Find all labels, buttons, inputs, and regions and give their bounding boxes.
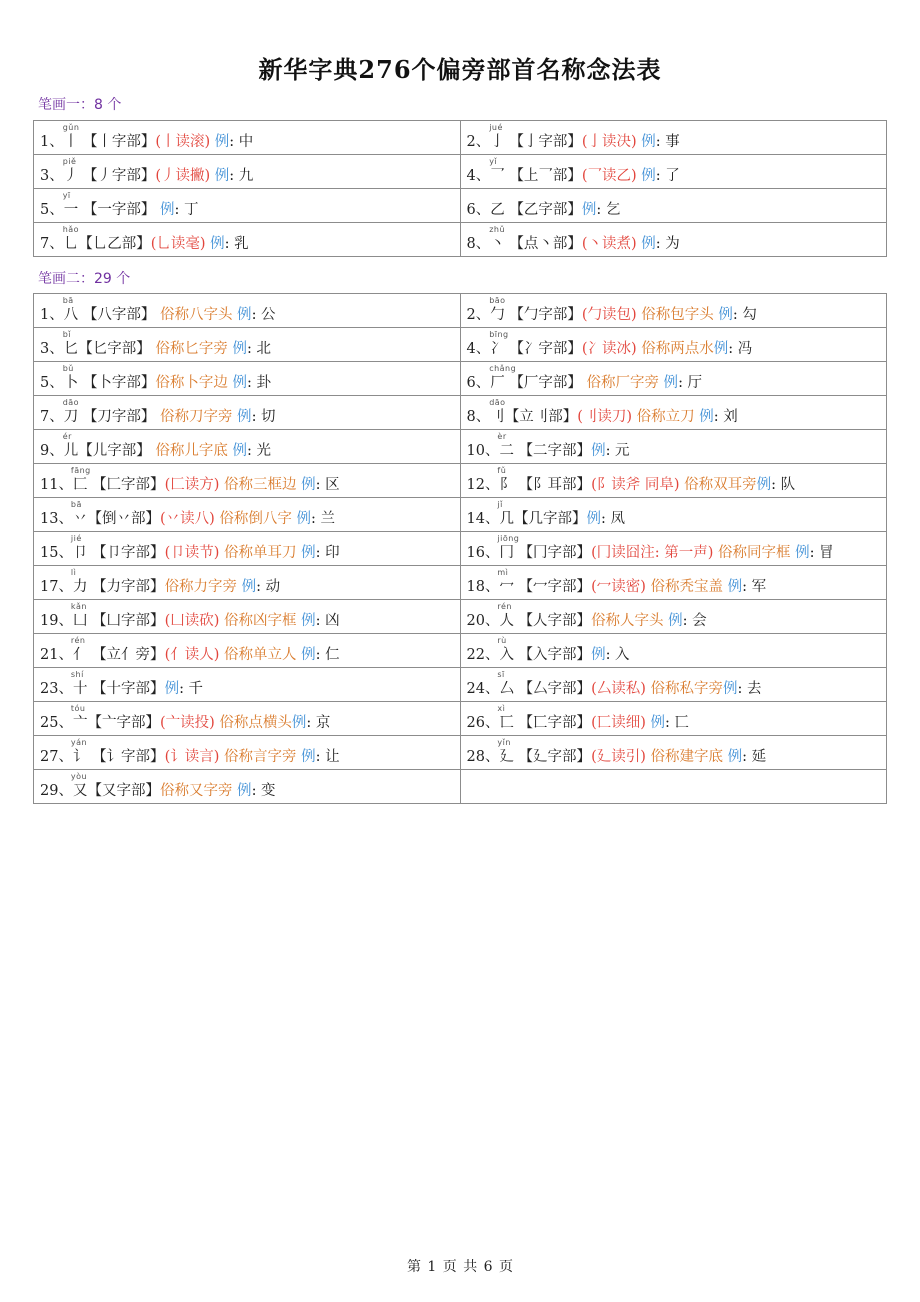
nickname-note: 俗称单立人	[219, 647, 297, 663]
pinyin-annotation: kǎn	[70, 602, 87, 611]
radical-cell	[34, 668, 461, 702]
entry-text: : 公	[251, 307, 276, 323]
nickname-note: 俗称儿字底	[155, 443, 228, 459]
radical-entry	[40, 166, 460, 188]
entry-text: : 变	[251, 783, 276, 799]
entry-text: 18、冖 【冖字部】	[466, 579, 592, 595]
example-label: 例	[723, 681, 738, 697]
entry-text: 11、匚 【匚字部】	[40, 477, 165, 493]
entry-text: : 去	[737, 681, 762, 697]
reading-note: (冫读冰)	[581, 341, 637, 357]
entry-text: : 元	[605, 443, 630, 459]
reading-note: (卩读节)	[164, 545, 220, 561]
radical-entry	[40, 407, 460, 429]
radical-entry	[467, 407, 887, 429]
nickname-note: 俗称建字底	[645, 749, 723, 765]
entry-text: : 队	[771, 477, 796, 493]
entry-text: : 乳	[224, 236, 249, 252]
radical-entry	[40, 200, 460, 222]
table-row	[34, 634, 887, 668]
radical-cell	[460, 634, 887, 668]
entry-text: 12、阝 【阝耳部】	[466, 477, 592, 493]
entry-text: : 丁	[174, 202, 199, 218]
radical-entry	[40, 475, 460, 497]
example-label: 例	[227, 375, 247, 391]
example-label: 例	[645, 715, 665, 731]
example-label: 例	[227, 341, 247, 357]
radical-cell	[34, 294, 461, 328]
entry-text: : 冯	[728, 341, 753, 357]
radical-cell	[34, 532, 461, 566]
nickname-note: 俗称匕字旁	[155, 341, 228, 357]
entry-text: : 让	[315, 749, 340, 765]
entry-text: : 京	[306, 715, 331, 731]
example-label: 例	[232, 783, 252, 799]
example-label: 例	[227, 443, 247, 459]
example-label: 例	[586, 511, 601, 527]
table-row	[34, 668, 887, 702]
reading-note: (亻读人)	[164, 647, 220, 663]
radical-entry	[467, 166, 887, 188]
reading-note: (凵读砍)	[164, 613, 220, 629]
pinyin-annotation: shí	[70, 670, 84, 679]
entry-text: 23、十 【十字部】	[40, 681, 165, 697]
section-heading-stroke-1: 笔画一：8 个	[38, 97, 122, 113]
example-label: 例	[296, 545, 316, 561]
table-row	[34, 464, 887, 498]
table-row	[34, 328, 887, 362]
radical-entry	[467, 611, 887, 633]
entry-text: 3、丿 【丿字部】	[40, 168, 156, 184]
radical-cell	[460, 464, 887, 498]
example-label: 例	[636, 168, 656, 184]
radical-entry	[40, 339, 460, 361]
radical-entry	[467, 645, 887, 667]
radical-cell	[460, 362, 887, 396]
table-row	[34, 736, 887, 770]
radical-entry	[467, 509, 887, 531]
reading-note: (匸读细)	[591, 715, 646, 731]
example-label: 例	[591, 647, 606, 663]
entry-text: : 厅	[678, 375, 703, 391]
pinyin-annotation: piě	[62, 157, 77, 166]
radical-entry	[40, 679, 460, 701]
nickname-note: 俗称包字头	[636, 307, 714, 323]
entry-text: 24、厶 【厶字部】	[466, 681, 592, 697]
radical-entry	[40, 747, 460, 769]
entry-text: : 千	[179, 681, 204, 697]
entry-text: 1、丨 【丨字部】	[40, 134, 156, 150]
entry-text: : 匸	[665, 715, 689, 731]
radical-entry	[467, 373, 887, 395]
nickname-note: 俗称人字头	[591, 613, 664, 629]
example-label: 例	[159, 202, 175, 218]
radical-cell	[460, 223, 887, 257]
radical-entry	[467, 339, 887, 361]
entry-text: 13、丷【倒丷部】	[40, 511, 160, 527]
nickname-note: 俗称力字旁	[164, 579, 238, 595]
radical-entry	[40, 611, 460, 633]
pinyin-annotation: gǔn	[62, 123, 80, 132]
nickname-note: 俗称点横头	[214, 715, 292, 731]
example-label: 例	[713, 307, 733, 323]
example-label: 例	[205, 236, 225, 252]
pinyin-annotation: rén	[70, 636, 86, 645]
table-row	[34, 362, 887, 396]
entry-text: : 军	[742, 579, 767, 595]
radical-cell	[34, 634, 461, 668]
table-row	[34, 223, 887, 257]
example-label: 例	[790, 545, 810, 561]
entry-text: 1、八 【八字部】	[40, 307, 160, 323]
reading-note: (丿读撇)	[155, 168, 211, 184]
reading-note: (乚读毫)	[150, 236, 206, 252]
table-row	[34, 702, 887, 736]
pinyin-annotation: jǐ	[497, 500, 503, 509]
entry-text: 6、乙 【乙字部】	[466, 202, 582, 218]
entry-text: : 光	[246, 443, 271, 459]
pinyin-annotation: jué	[489, 123, 503, 132]
radical-entry	[467, 305, 887, 327]
table-row	[34, 566, 887, 600]
example-label: 例	[723, 749, 743, 765]
radical-cell	[34, 155, 461, 189]
nickname-note: 俗称双耳旁	[679, 477, 757, 493]
radical-cell	[34, 189, 461, 223]
radical-cell	[34, 464, 461, 498]
pinyin-annotation: bīng	[489, 330, 509, 339]
example-label: 例	[663, 613, 683, 629]
nickname-note: 俗称两点水	[636, 341, 714, 357]
entry-text: : 动	[256, 579, 281, 595]
entry-text: : 凤	[600, 511, 625, 527]
pinyin-annotation: lì	[70, 568, 77, 577]
radical-cell	[34, 223, 461, 257]
entry-text: 7、刀 【刀字部】	[40, 409, 160, 425]
example-label: 例	[713, 341, 729, 357]
pinyin-annotation: fǔ	[497, 466, 507, 475]
pinyin-annotation: bā	[62, 296, 74, 305]
entry-text: 19、凵 【凵字部】	[40, 613, 165, 629]
radical-cell	[460, 498, 887, 532]
entry-text: 14、几【几字部】	[466, 511, 587, 527]
table-row	[34, 155, 887, 189]
entry-text: : 会	[682, 613, 707, 629]
pinyin-annotation: rù	[497, 636, 507, 645]
radical-cell	[460, 396, 887, 430]
example-label: 例	[658, 375, 679, 391]
table-row	[34, 532, 887, 566]
pinyin-annotation: yī	[62, 191, 71, 200]
radical-cell	[34, 498, 461, 532]
reading-note: (刂读刀)	[577, 409, 633, 425]
pinyin-annotation: bǐ	[62, 330, 71, 339]
pinyin-annotation: dāo	[489, 398, 506, 407]
radical-cell	[34, 396, 461, 430]
radical-cell	[460, 566, 887, 600]
nickname-note: 俗称卜字边	[155, 375, 228, 391]
pinyin-annotation: jiōng	[497, 534, 520, 543]
radical-cell	[460, 532, 887, 566]
table-row	[34, 770, 887, 804]
radical-entry	[467, 679, 887, 701]
radical-entry	[467, 441, 887, 463]
entry-text: 16、冂 【冂字部】	[466, 545, 592, 561]
entry-text: : 北	[246, 341, 271, 357]
entry-text: : 九	[229, 168, 254, 184]
entry-text: : 入	[605, 647, 630, 663]
radical-cell	[460, 155, 887, 189]
radical-entry	[467, 200, 887, 222]
entry-text: 28、廴 【廴字部】	[466, 749, 592, 765]
page-footer: 第 1 页 共 6 页	[406, 1259, 514, 1275]
pinyin-annotation: sī	[497, 670, 505, 679]
entry-text: 15、卩 【卩字部】	[40, 545, 165, 561]
pinyin-annotation: xì	[497, 704, 506, 713]
radical-cell	[34, 600, 461, 634]
example-label: 例	[756, 477, 772, 493]
nickname-note: 俗称凶字框	[219, 613, 297, 629]
entry-text: : 事	[655, 134, 680, 150]
entry-text: 22、入 【入字部】	[466, 647, 592, 663]
radical-cell	[460, 121, 887, 155]
entry-text: 29、又【又字部】	[40, 783, 160, 799]
radical-entry	[40, 713, 460, 735]
entry-text: 10、二 【二字部】	[466, 443, 592, 459]
example-label: 例	[636, 236, 656, 252]
example-label: 例	[210, 168, 230, 184]
section-heading-stroke-2: 笔画二：29 个	[38, 271, 131, 287]
nickname-note: 俗称秃宝盖	[645, 579, 723, 595]
radical-entry	[467, 747, 887, 769]
pinyin-annotation: rén	[497, 602, 512, 611]
nickname-note: 俗称言字旁	[219, 749, 297, 765]
radical-entry	[467, 577, 887, 599]
radical-cell	[34, 121, 461, 155]
reading-note: (丨读滚)	[155, 134, 211, 150]
reading-note: (冂读囧注: 第一声)	[591, 545, 714, 561]
radical-entry	[40, 577, 460, 599]
reading-note: (匚读方)	[164, 477, 220, 493]
entry-text: : 凶	[315, 613, 340, 629]
radical-cell	[460, 668, 887, 702]
radical-cell	[460, 600, 887, 634]
entry-text: : 延	[742, 749, 767, 765]
reading-note: (冖读密)	[591, 579, 646, 595]
radical-cell	[34, 702, 461, 736]
reading-note: (讠读言)	[164, 749, 220, 765]
radical-entry	[40, 543, 460, 565]
pinyin-annotation: dāo	[62, 398, 80, 407]
entry-text: 9、儿【儿字部】	[40, 443, 156, 459]
entry-text: : 印	[315, 545, 340, 561]
nickname-note: 俗称单耳刀	[219, 545, 297, 561]
example-label: 例	[296, 749, 316, 765]
entry-text: : 仁	[315, 647, 340, 663]
radical-entry	[467, 543, 887, 565]
radical-cell	[34, 430, 461, 464]
entry-text: : 刘	[713, 409, 738, 425]
example-label: 例	[296, 613, 316, 629]
pinyin-annotation: èr	[497, 432, 507, 441]
entry-text: 2、勹 【勹字部】	[466, 307, 582, 323]
radical-cell	[460, 294, 887, 328]
reading-note: (亅读决)	[581, 134, 637, 150]
example-label: 例	[296, 647, 316, 663]
example-label: 例	[636, 134, 656, 150]
reading-note: (丷读八)	[159, 511, 215, 527]
entry-text: 3、匕【匕字部】	[40, 341, 156, 357]
radical-cell	[460, 189, 887, 223]
entry-text: 27、讠 【讠字部】	[40, 749, 165, 765]
pinyin-annotation: bā	[70, 500, 82, 509]
example-label: 例	[591, 443, 606, 459]
radical-cell	[460, 770, 887, 804]
pinyin-annotation: yòu	[70, 772, 88, 781]
nickname-note: 俗称私字旁	[645, 681, 723, 697]
nickname-note: 俗称刀字旁	[159, 409, 233, 425]
pinyin-annotation: hǎo	[62, 225, 80, 234]
example-label: 例	[232, 307, 252, 323]
entry-text: 20、人 【人字部】	[466, 613, 592, 629]
entry-text: 7、乚【乚乙部】	[40, 236, 151, 252]
nickname-note: 俗称三框边	[219, 477, 297, 493]
reading-note: (丶读煮)	[581, 236, 637, 252]
radical-entry	[40, 441, 460, 463]
entry-text: 21、亻 【立亻旁】	[40, 647, 165, 663]
radical-cell	[34, 362, 461, 396]
pinyin-annotation: bāo	[489, 296, 506, 305]
radical-cell	[34, 566, 461, 600]
radical-entry	[40, 373, 460, 395]
radical-cell	[460, 430, 887, 464]
pinyin-annotation: bǔ	[62, 364, 74, 373]
radical-entry	[467, 234, 887, 256]
entry-text: 6、厂 【厂字部】	[466, 375, 587, 391]
nickname-note: 俗称厂字旁	[586, 375, 659, 391]
entry-text: : 兰	[311, 511, 335, 527]
reading-note: (廴读引)	[591, 749, 646, 765]
pinyin-annotation: ér	[62, 432, 72, 441]
example-label: 例	[581, 202, 597, 218]
pinyin-annotation: jié	[70, 534, 82, 543]
radical-entry	[467, 132, 887, 154]
pinyin-annotation: chǎng	[489, 364, 517, 373]
radical-entry	[467, 713, 887, 735]
radical-entry	[40, 234, 460, 256]
entry-text: : 中	[229, 134, 254, 150]
entry-text: 26、匸 【匸字部】	[466, 715, 592, 731]
reading-note: (乛读乙)	[581, 168, 637, 184]
entry-text: : 乞	[596, 202, 621, 218]
radical-table-stroke-1	[33, 120, 887, 257]
example-label: 例	[291, 511, 311, 527]
radical-entry	[40, 509, 460, 531]
entry-text: : 为	[655, 236, 680, 252]
radical-entry	[40, 305, 460, 327]
nickname-note: 俗称同字框	[713, 545, 791, 561]
entry-text: : 切	[251, 409, 276, 425]
table-row	[34, 430, 887, 464]
pinyin-annotation: yǐn	[497, 738, 511, 747]
pinyin-annotation: zhǔ	[489, 225, 506, 234]
reading-note: (勹读包)	[581, 307, 637, 323]
radical-cell	[460, 736, 887, 770]
pinyin-annotation: fāng	[70, 466, 91, 475]
radical-cell	[34, 736, 461, 770]
example-label: 例	[210, 134, 230, 150]
radical-cell	[460, 702, 887, 736]
radical-cell	[34, 770, 461, 804]
radical-table-stroke-2	[33, 293, 887, 804]
pinyin-annotation: yán	[70, 738, 88, 747]
entry-text: : 卦	[246, 375, 271, 391]
entry-text: 25、亠【亠字部】	[40, 715, 160, 731]
nickname-note: 俗称倒八字	[214, 511, 292, 527]
nickname-note: 俗称立刀	[632, 409, 695, 425]
radical-cell	[34, 328, 461, 362]
table-row	[34, 121, 887, 155]
pinyin-annotation: mì	[497, 568, 509, 577]
entry-text: 4、冫 【冫字部】	[466, 341, 582, 357]
page-title: 新华字典276个偏旁部首名称念法表	[258, 55, 662, 84]
pinyin-annotation: yǐ	[489, 157, 498, 166]
entry-text: 4、乛 【上乛部】	[466, 168, 582, 184]
entry-text: : 了	[655, 168, 680, 184]
nickname-note: 俗称八字头	[159, 307, 233, 323]
radical-entry	[40, 132, 460, 154]
radical-cell	[460, 328, 887, 362]
entry-text: 17、力 【力字部】	[40, 579, 165, 595]
example-label: 例	[723, 579, 743, 595]
table-row	[34, 189, 887, 223]
nickname-note: 俗称又字旁	[159, 783, 233, 799]
entry-text: 5、一 【一字部】	[40, 202, 160, 218]
example-label: 例	[164, 681, 180, 697]
entry-text: : 勾	[732, 307, 757, 323]
reading-note: (亠读投)	[159, 715, 215, 731]
radical-entry	[467, 475, 887, 497]
example-label: 例	[296, 477, 316, 493]
table-row	[34, 294, 887, 328]
radical-entry	[40, 645, 460, 667]
example-label: 例	[694, 409, 714, 425]
entry-text: : 冒	[809, 545, 834, 561]
entry-text: 5、卜 【卜字部】	[40, 375, 156, 391]
table-row	[34, 498, 887, 532]
table-row	[34, 396, 887, 430]
reading-note: (厶读私)	[591, 681, 646, 697]
entry-text: 8、刂【立刂部】	[466, 409, 578, 425]
example-label: 例	[232, 409, 252, 425]
pinyin-annotation: tóu	[70, 704, 86, 713]
reading-note: (阝读斧 同阜)	[591, 477, 680, 493]
radical-entry	[40, 781, 460, 803]
entry-text: 2、亅 【亅字部】	[466, 134, 582, 150]
example-label: 例	[291, 715, 307, 731]
example-label: 例	[237, 579, 257, 595]
entry-text: 8、丶 【点丶部】	[466, 236, 582, 252]
entry-text: : 区	[315, 477, 340, 493]
table-row	[34, 600, 887, 634]
